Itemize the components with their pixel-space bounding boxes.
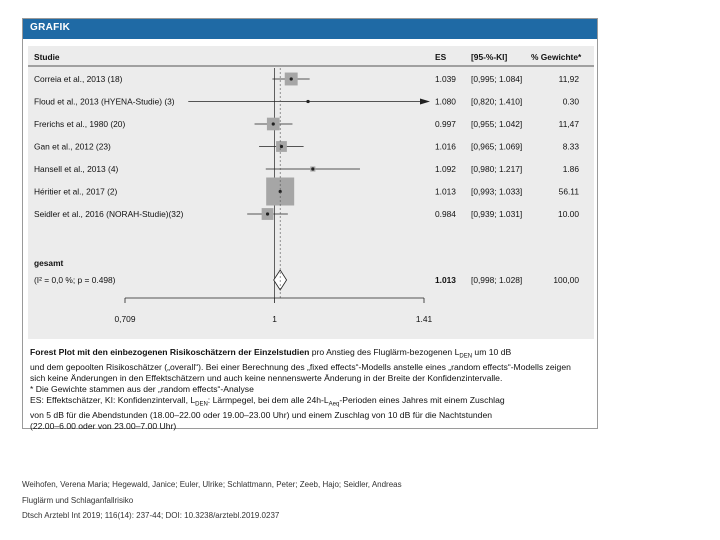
weight-value: 8.33 (562, 141, 579, 152)
citation (22, 477, 402, 524)
ci-arrow (420, 99, 430, 105)
pooled-weight-value: 100,00 (553, 275, 579, 285)
citation-title: Fluglärm und Schlaganfallrisiko (22, 495, 134, 505)
study-label: Correia et al., 2013 (18) (34, 74, 123, 84)
caption-line1-sub: DEN (459, 353, 473, 360)
caption-line4: * Die Gewichte stammen aus der „random effects“-Analyse (30, 383, 254, 394)
es-value: 0.997 (435, 119, 456, 129)
forest-plot (28, 46, 594, 339)
point-estimate (290, 77, 293, 80)
study-label: Hansell et al., 2013 (4) (34, 164, 119, 174)
caption-line5a: ES: Effektschätzer, KI: Konfidenzintervall, L (30, 394, 196, 405)
weight-value: 56.11 (558, 186, 579, 197)
study-label: Frerichs et al., 1980 (20) (34, 119, 126, 129)
ci-value: [0,965; 1.069] (471, 141, 523, 152)
column-header-es: ES (435, 52, 447, 62)
figure-title: GRAFIK (30, 22, 71, 33)
caption-line5b: : Lärmpegel, bei dem alle 24h-L (207, 394, 329, 405)
caption-line1: pro Anstieg des Fluglärm-bezogenen L (309, 347, 460, 357)
figure-panel (22, 18, 598, 429)
study-label: Héritier et al., 2017 (2) (34, 186, 118, 197)
x-tick-label: 1.41 (415, 314, 433, 324)
ci-value: [0,939; 1.031] (471, 209, 523, 219)
ci-value: [0,820; 1.410] (471, 96, 523, 107)
point-estimate (311, 167, 314, 170)
pooled-ci-value: [0,998; 1.028] (471, 275, 523, 285)
citation-journal: Dtsch Arztebl Int 2019; 116(14): 237-44; DOI: 10.3238/arztebl.2019.0237 (22, 511, 280, 520)
weight-value: 11,47 (558, 119, 579, 129)
pooled-es-value: 1.013 (435, 275, 456, 285)
x-tick-label: 1 (272, 314, 277, 324)
es-value: 0.984 (435, 209, 456, 219)
weight-value: 10.00 (558, 209, 579, 219)
pooled-stats: (I² = 0,0 %; p = 0.498) (34, 275, 116, 285)
ci-value: [0,980; 1.217] (471, 164, 523, 174)
figure-caption (30, 347, 592, 431)
caption-line5-sub2: Aeq (328, 401, 340, 408)
column-header-ci: [95-%-KI] (471, 52, 508, 62)
caption-line5-sub1: DEN (195, 401, 208, 408)
x-tick-label: 0,709 (114, 314, 136, 324)
ci-value: [0,993; 1.033] (471, 186, 523, 197)
point-estimate (306, 100, 309, 103)
figure-header (23, 19, 597, 39)
citation-authors: Weihofen, Verena Maria; Hegewald, Janice; Euler, Ulrike; Schlattmann, Peter; Zeeb, Hajo; Seidler, Andreas (22, 480, 402, 489)
caption-bold: Forest Plot mit den einbezogenen Risikoschätzern der Einzelstudien (30, 347, 310, 357)
caption-line3: sich keine Änderungen in den Effektschätzern und auch keine nennenswerte Änderung in der Breite der Konfidenzintervalle. (30, 373, 503, 384)
es-value: 1.013 (435, 186, 456, 197)
caption-line1-end: um 10 dB (472, 347, 512, 357)
weight-value: 11,92 (558, 74, 579, 84)
weight-value: 1.86 (562, 164, 579, 174)
caption-line5c: -Perioden eines Jahres mit einem Zuschlag (339, 394, 505, 405)
ci-value: [0,995; 1.084] (471, 74, 523, 84)
study-label: Floud et al., 2013 (HYENA-Studie) (3) (34, 96, 175, 107)
caption-line2: und dem gepoolten Risikoschätzer („overall“). Bei einer Berechnung des „fixed effects“-Modells anstelle eines „random effects“-Modells zeigen (30, 362, 571, 373)
forest-plot-panel (28, 46, 594, 339)
es-value: 1.016 (435, 141, 456, 152)
es-value: 1.092 (435, 164, 456, 174)
point-estimate (266, 212, 269, 215)
pooled-label: gesamt (34, 258, 64, 268)
es-value: 1.080 (435, 96, 456, 107)
caption-line6: von 5 dB für die Abendstunden (18.00–22.00 oder 19.00–23.00 Uhr) und einem Zuschlag von 10 dB für die Nachtstunden (30, 409, 492, 420)
caption-line7: (22.00–6.00 oder von 23.00–7.00 Uhr) (30, 420, 177, 431)
weight-value: 0.30 (562, 96, 579, 107)
point-estimate (272, 122, 275, 125)
study-label: Gan et al., 2012 (23) (34, 141, 111, 152)
study-label: Seidler et al., 2016 (NORAH-Studie)(32) (34, 209, 184, 219)
es-value: 1.039 (435, 74, 456, 84)
ci-value: [0,955; 1.042] (471, 119, 523, 129)
column-header-study: Studie (34, 52, 60, 62)
column-header-weight: % Gewichte* (531, 52, 582, 62)
